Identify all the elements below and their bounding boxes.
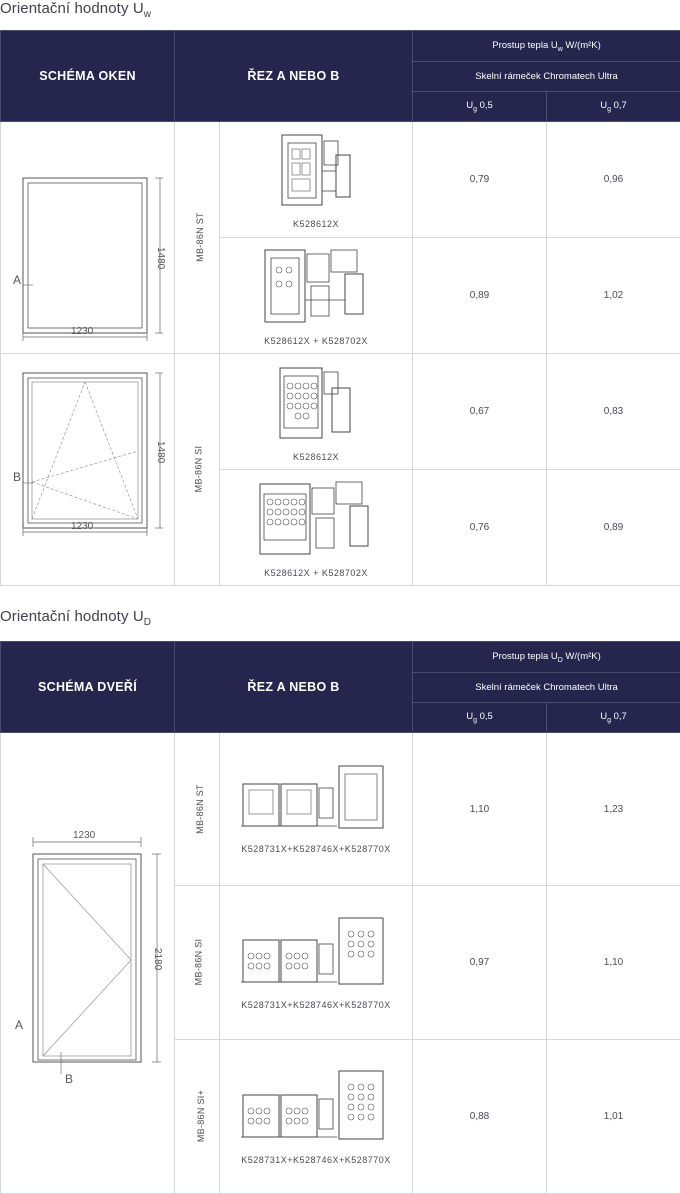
- profile-cell: [220, 470, 413, 586]
- profile-section-drawing: [276, 131, 356, 211]
- value-ug05: 1,10: [413, 733, 547, 886]
- value-ug07: 1,23: [547, 733, 680, 886]
- scheme-1-side-label: A: [13, 272, 22, 287]
- value-ug05: 0,79: [413, 122, 547, 238]
- windows-ug07-header: $U_g$ 0,7: [547, 92, 680, 122]
- profile-code: K528731X+K528746X+K528770X: [241, 1154, 391, 1165]
- door-side-a-label: A: [15, 1018, 24, 1032]
- door-profile-section-drawing: [241, 1069, 391, 1147]
- profile-cell: [220, 886, 413, 1040]
- profile-section-drawing: [256, 478, 376, 560]
- scheme-2-width-label: 1230: [71, 520, 94, 532]
- windows-col-section: ŘEZ A NEBO B: [175, 31, 413, 122]
- window-scheme-tilt-turn: [1, 354, 175, 586]
- profile-code: K528731X+K528746X+K528770X: [241, 844, 391, 854]
- tilt-turn-window-drawing: [1, 355, 175, 585]
- door-drawing: [1, 734, 175, 1192]
- scheme-2-side-label: B: [13, 469, 22, 484]
- doors-col-section: ŘEZ A NEBO B: [175, 642, 413, 733]
- profile-cell: [220, 238, 413, 354]
- value-ug05: 0,89: [413, 238, 547, 354]
- doors-table: [0, 641, 680, 1194]
- scheme-2-height-label: 1480: [155, 440, 166, 463]
- doors-system-si: MB-86N SI: [175, 886, 220, 1040]
- value-ug05: 0,97: [413, 886, 547, 1040]
- profile-cell: [220, 1040, 413, 1194]
- profile-section-drawing: [276, 362, 356, 444]
- doors-col-scheme: SCHÉMA DVEŘÍ: [1, 642, 175, 733]
- doors-system-si-plus: MB-86N SI+: [175, 1040, 220, 1194]
- doors-system-st: MB-86N ST: [175, 733, 220, 886]
- windows-table: [0, 30, 680, 586]
- profile-cell: [220, 122, 413, 238]
- value-ug05: 0,67: [413, 354, 547, 470]
- windows-system-si: MB-86N SI: [175, 354, 220, 586]
- door-side-b-label: B: [65, 1072, 74, 1086]
- windows-heat-header: Prostup tepla $U_w$ W/(m²K): [413, 31, 680, 62]
- profile-code: K528612X: [292, 218, 340, 229]
- scheme-1-height-label: 1480: [155, 246, 166, 269]
- profile-code: K528612X + K528702X: [264, 567, 368, 578]
- door-profile-section-drawing: [241, 764, 391, 836]
- value-ug05: 0,76: [413, 470, 547, 586]
- doors-ug05-header: $U_g$ 0,5: [413, 703, 547, 733]
- value-ug05: 0,88: [413, 1040, 547, 1194]
- door-scheme: [1, 733, 175, 1194]
- windows-section-title: Orientační hodnoty $U_w$: [0, 0, 152, 20]
- doors-section-title: Orientační hodnoty $U_D$: [0, 608, 152, 628]
- windows-system-st: MB-86N ST: [175, 122, 220, 354]
- door-width-label: 1230: [73, 830, 96, 841]
- fixed-window-drawing: [1, 123, 175, 353]
- value-ug07: 0,96: [547, 122, 680, 238]
- doors-frame-header: Skelní rámeček Chromatech Ultra: [413, 673, 680, 703]
- window-scheme-fixed: [1, 122, 175, 354]
- doors-heat-header: Prostup tepla $U_D$ W/(m²K): [413, 642, 680, 673]
- windows-frame-header: Skelní rámeček Chromatech Ultra: [413, 62, 680, 92]
- value-ug07: 1,10: [547, 886, 680, 1040]
- value-ug07: 1,02: [547, 238, 680, 354]
- profile-cell: [220, 354, 413, 470]
- profile-code: K528731X+K528746X+K528770X: [241, 999, 391, 1010]
- profile-code: K528612X: [292, 451, 340, 462]
- doors-ug07-header: $U_g$ 0,7: [547, 703, 680, 733]
- profile-cell: [220, 733, 413, 886]
- value-ug07: 0,83: [547, 354, 680, 470]
- profile-code: K528612X + K528702X: [264, 335, 368, 346]
- value-ug07: 0,89: [547, 470, 680, 586]
- door-profile-section-drawing: [241, 916, 391, 992]
- scheme-1-width-label: 1230: [71, 325, 94, 337]
- door-height-label: 2180: [152, 948, 163, 971]
- windows-ug05-header: $U_g$ 0,5: [413, 92, 547, 122]
- value-ug07: 1,01: [547, 1040, 680, 1194]
- profile-section-drawing: [261, 246, 371, 328]
- windows-col-scheme: SCHÉMA OKEN: [1, 31, 175, 122]
